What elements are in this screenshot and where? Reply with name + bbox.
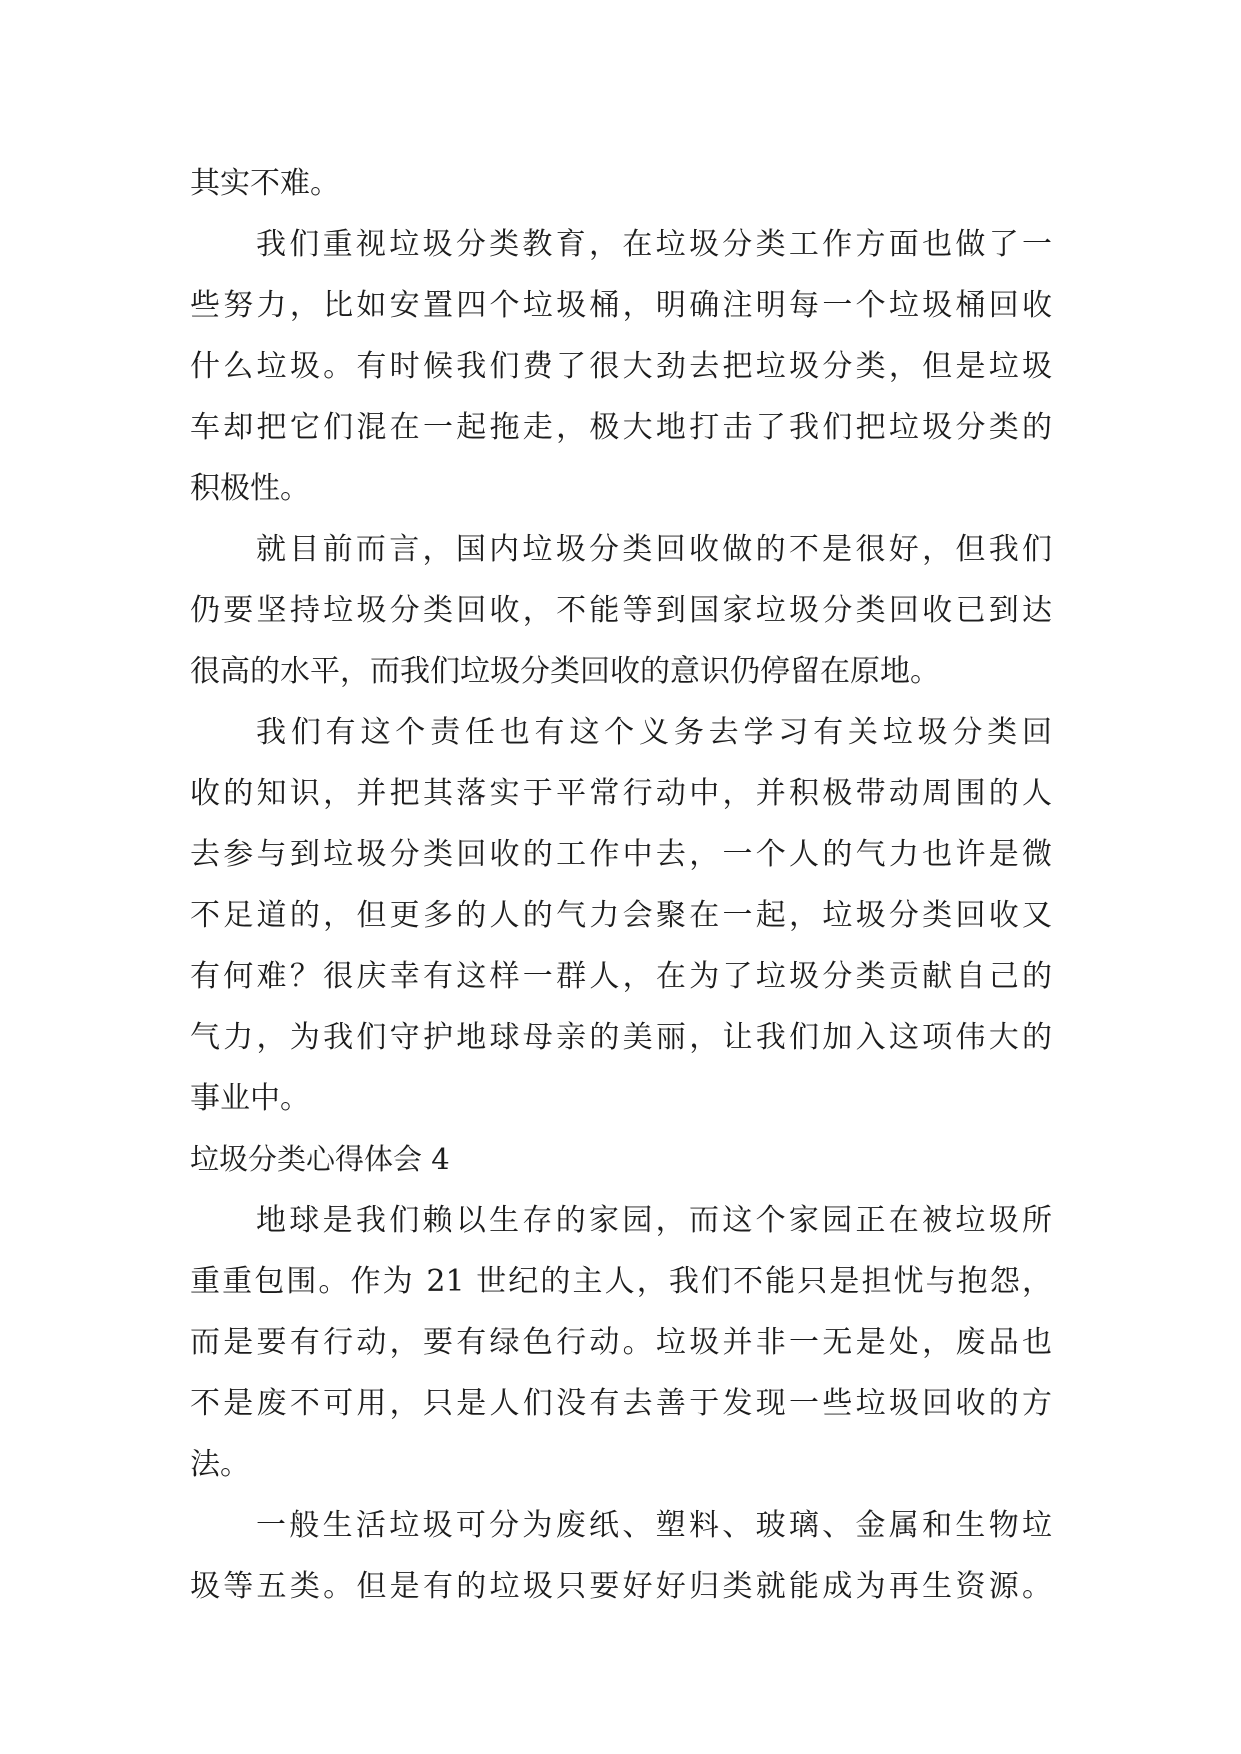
text-line: 去参与到垃圾分类回收的工作中去，一个人的气力也许是微 — [190, 837, 1052, 872]
text-line: 车却把它们混在一起拖走，极大地打击了我们把垃圾分类的 — [190, 410, 1052, 445]
document-body — [190, 153, 1052, 1617]
text-line: 就目前而言，国内垃圾分类回收做的不是很好，但我们 — [256, 532, 1052, 567]
paragraph — [190, 153, 1052, 214]
text-line: 而是要有行动，要有绿色行动。垃圾并非一无是处，废品也 — [190, 1325, 1052, 1360]
paragraph — [190, 1190, 1052, 1495]
text-line: 很高的水平，而我们垃圾分类回收的意识仍停留在原地。 — [190, 654, 940, 689]
text-line: 事业中。 — [190, 1081, 310, 1116]
section-heading: 垃圾分类心得体会 4 — [190, 1142, 450, 1176]
paragraph — [190, 519, 1052, 702]
text-line: 我们有这个责任也有这个义务去学习有关垃圾分类回 — [256, 715, 1052, 750]
text-line: 积极性。 — [190, 471, 310, 506]
paragraph — [190, 1495, 1052, 1617]
paragraph — [190, 214, 1052, 519]
text-line: 收的知识，并把其落实于平常行动中，并积极带动周围的人 — [190, 776, 1052, 811]
text-line: 不是废不可用，只是人们没有去善于发现一些垃圾回收的方 — [190, 1386, 1052, 1421]
text-line: 法。 — [190, 1447, 250, 1482]
text-line: 不足道的，但更多的人的气力会聚在一起，垃圾分类回收又 — [190, 898, 1052, 933]
text-line: 什么垃圾。有时候我们费了很大劲去把垃圾分类，但是垃圾 — [190, 349, 1052, 384]
text-line: 地球是我们赖以生存的家园，而这个家园正在被垃圾所 — [256, 1203, 1052, 1238]
text-line: 我们重视垃圾分类教育，在垃圾分类工作方面也做了一 — [256, 227, 1052, 262]
text-line: 些努力，比如安置四个垃圾桶，明确注明每一个垃圾桶回收 — [190, 288, 1052, 323]
text-line: 其实不难。 — [190, 166, 340, 201]
text-line: 气力，为我们守护地球母亲的美丽，让我们加入这项伟大的 — [190, 1020, 1052, 1055]
paragraph — [190, 702, 1052, 1129]
text-line: 仍要坚持垃圾分类回收，不能等到国家垃圾分类回收已到达 — [190, 593, 1052, 628]
text-line: 重重包围。作为 21 世纪的主人，我们不能只是担忧与抱怨， — [190, 1264, 1052, 1299]
text-line: 圾等五类。但是有的垃圾只要好好归类就能成为再生资源。 — [190, 1569, 1052, 1604]
text-line: 一般生活垃圾可分为废纸、塑料、玻璃、金属和生物垃 — [256, 1508, 1052, 1543]
text-line: 有何难？很庆幸有这样一群人，在为了垃圾分类贡献自己的 — [190, 959, 1052, 994]
